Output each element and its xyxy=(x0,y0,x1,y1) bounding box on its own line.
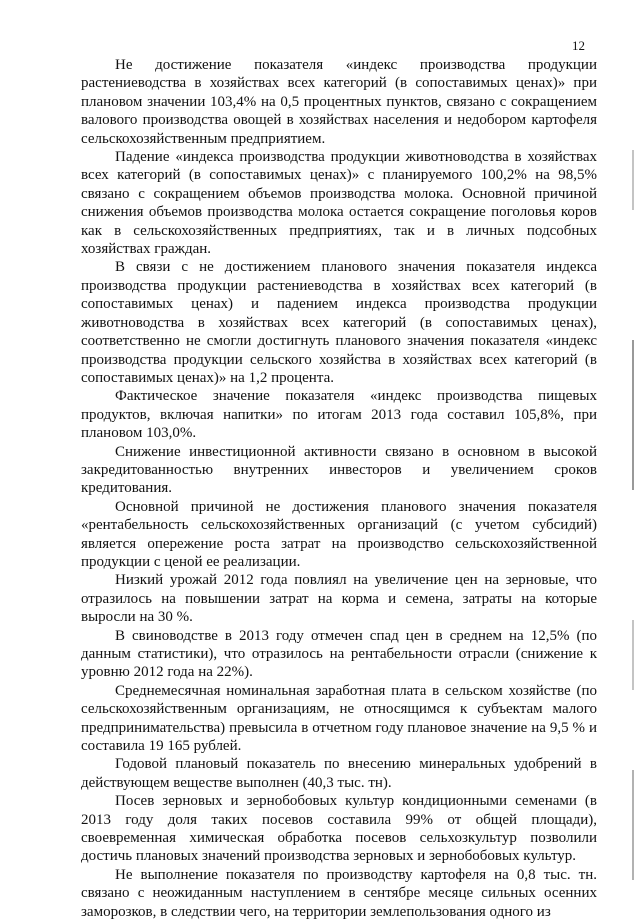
paragraph-livestock-index: Падение «индекса производства продукции животноводства в хозяйствах всех категорий (в сопоставимых ценах)» с планируемого 100,2% на 98,5% связано с сокращением объемов производства молока. Основной причиной снижения объемов производства молока остается сокращение поголовья коров как в сельскохозяйственных предприятиях, так и в личных подсобных хозяйствах граждан. xyxy=(81,149,597,258)
paragraph-pig-farming: В свиноводстве в 2013 году отмечен спад цен в среднем на 12,5% (по данным статистики), что отразилось на рентабельности отрасли (снижение к уровню 2012 года на 22%). xyxy=(81,627,597,681)
page-number: 12 xyxy=(572,38,585,53)
paragraph-food-products-index: Фактическое значение показателя «индекс производства пищевых продуктов, включая напитки» по итогам 2013 года составил 105,8%, при плановом 103,0%. xyxy=(81,388,597,442)
paragraph-potato-production: Не выполнение показателя по производству картофеля на 0,8 тыс. тн. связано с неожиданным наступлением в сентябре месяце сильных осенних заморозков, в следствии чего, на территории землепользования одного из xyxy=(81,866,597,920)
scan-edge-marks xyxy=(620,150,640,890)
paragraph-agriculture-index: В связи с не достижением планового значения показателя индекса производства продукции растениеводства в хозяйствах всех категорий (в сопоставимых ценах) и падением индекса производства продукции животноводства в хозяйствах всех категорий (в сопоставимых ценах), соответственно не смогли достигнуть планового значения показателя «индекс производства продукции сельского хозяйства в хозяйствах всех категорий (в сопоставимых ценах)» на 1,2 процента. xyxy=(81,259,597,386)
paragraph-fertilizers: Годовой плановый показатель по внесению минеральных удобрений в действующем веществе выполнен (40,3 тыс. тн). xyxy=(81,756,597,791)
paragraph-grain-sowing: Посев зерновых и зернобобовых культур кондиционными семенами (в 2013 году доля таких посевов составила 99% от общей площади), своевременная химическая обработка посевов сельхозкультур позволили достичь плановых значений производства зерновых и зернобобовых культур. xyxy=(81,793,597,865)
paragraph-investment-activity: Снижение инвестиционной активности связано в основном в высокой закредитованностью внутренних инвесторов и увеличением сроков кредитования. xyxy=(81,443,597,497)
paragraph-profitability: Основной причиной не достижения планового значения показателя «рентабельность сельскохозяйственных организаций (с учетом субсидий) является опережение роста затрат на производство сельскохозяйственной продукции с ценой ее реализации. xyxy=(81,498,597,570)
document-body xyxy=(81,56,597,921)
paragraph-average-salary: Среднемесячная номинальная заработная плата в сельском хозяйстве (по сельскохозяйственным организациям, не относящимся к субъектам малого предпринимательства) превысила в отчетном году плановое значение на 9,5 % и составила 19 165 рублей. xyxy=(81,682,597,755)
paragraph-crop-production-index: Не достижение показателя «индекс производства продукции растениеводства в хозяйствах всех категорий (в сопоставимых ценах)» при плановом значении 103,4% на 0,5 процентных пунктов, связано с сокращением валового производства овощей в хозяйствах населения и недобором картофеля сельскохозяйственным предприятием. xyxy=(81,57,597,147)
paragraph-low-harvest: Низкий урожай 2012 года повлиял на увеличение цен на зерновые, что отразилось на повышении затрат на корма и семена, затраты на которые выросли на 30 %. xyxy=(81,572,597,626)
